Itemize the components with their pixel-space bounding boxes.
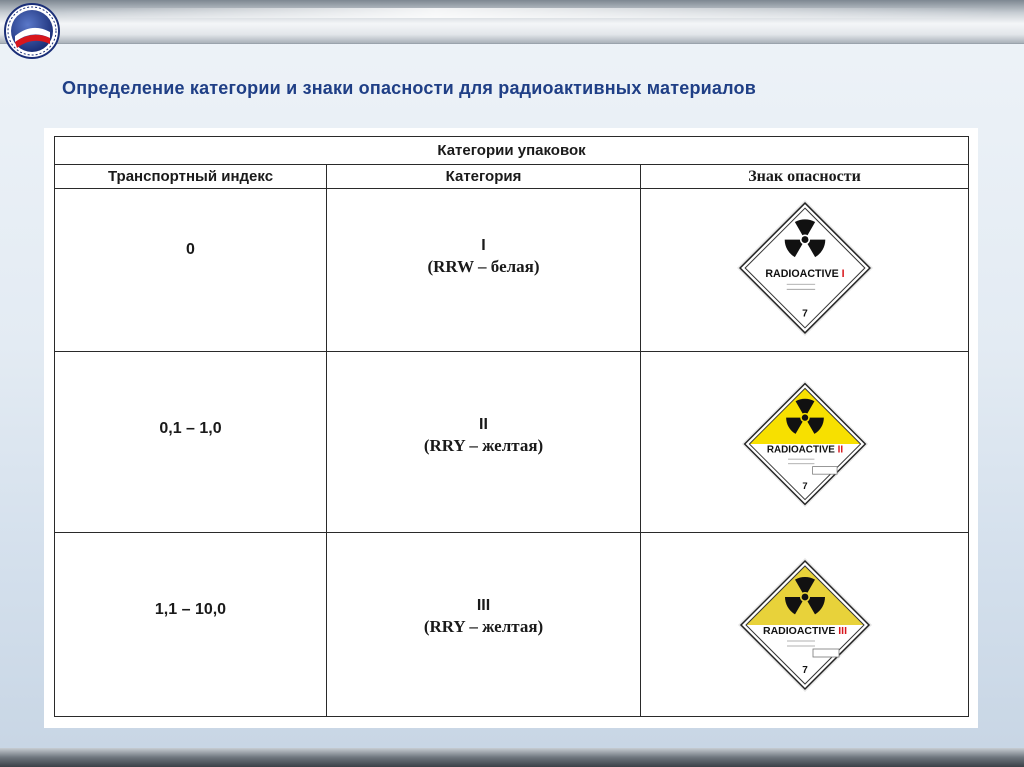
trefoil-center [801,236,808,243]
emblem-icon [3,2,61,60]
hazard-class-number: 7 [801,308,808,320]
category-description: (RRW – белая) [427,257,540,276]
trefoil-center [801,414,807,420]
roman-numeral-red: II [837,444,843,456]
trefoil-center [801,594,808,601]
category-roman: II [479,416,488,433]
radioactive-label-text [766,444,843,455]
category-cell [327,189,641,352]
hazard-class-number: 7 [801,665,808,676]
hazard-sign-cell [641,189,969,352]
radioactive-label-i-icon [734,197,876,339]
table-sheet [44,128,978,728]
radioactive-label-ii-icon [739,378,871,510]
radioactive-word: RADIOACTIVE [764,268,842,281]
transport-index-cell: 1,1 – 10,0 [55,533,327,717]
category-roman: I [481,237,486,254]
transport-index-cell: 0 [55,189,327,352]
radioactive-label-iii-icon [735,555,875,695]
transport-index-cell: 0,1 – 1,0 [55,352,327,533]
radioactive-label-text [765,268,844,280]
page-title: Определение категории и знаки опасности для радиоактивных материалов [62,78,757,98]
transport-index-box [813,649,839,657]
category-cell [327,352,641,533]
bottom-banner [0,748,1024,767]
package-categories-table [54,136,969,717]
column-header-transport-index: Транспортный индекс [55,165,327,189]
table-row [55,533,969,717]
hazard-sign-cell [641,352,969,533]
table-caption: Категории упаковок [55,137,969,165]
category-description: (RRY – желтая) [423,436,544,455]
hazard-class-number: 7 [801,480,808,492]
radioactive-word: RADIOACTIVE [762,625,838,637]
radioactive-word: RADIOACTIVE [766,444,838,456]
roman-numeral-red: I [841,268,845,281]
column-header-category: Категория [327,165,641,189]
category-description: (RRY – желтая) [423,617,544,636]
table-row [55,352,969,533]
transport-index-box [812,467,837,475]
category-roman: III [476,597,491,614]
top-banner [0,0,1024,44]
roman-numeral-red: III [837,625,847,637]
column-header-hazard-sign: Знак опасности [641,165,969,189]
radioactive-label-text [762,625,846,637]
banner-shine [60,8,1000,18]
table-row [55,189,969,352]
category-cell [327,533,641,717]
hazard-sign-cell [641,533,969,717]
